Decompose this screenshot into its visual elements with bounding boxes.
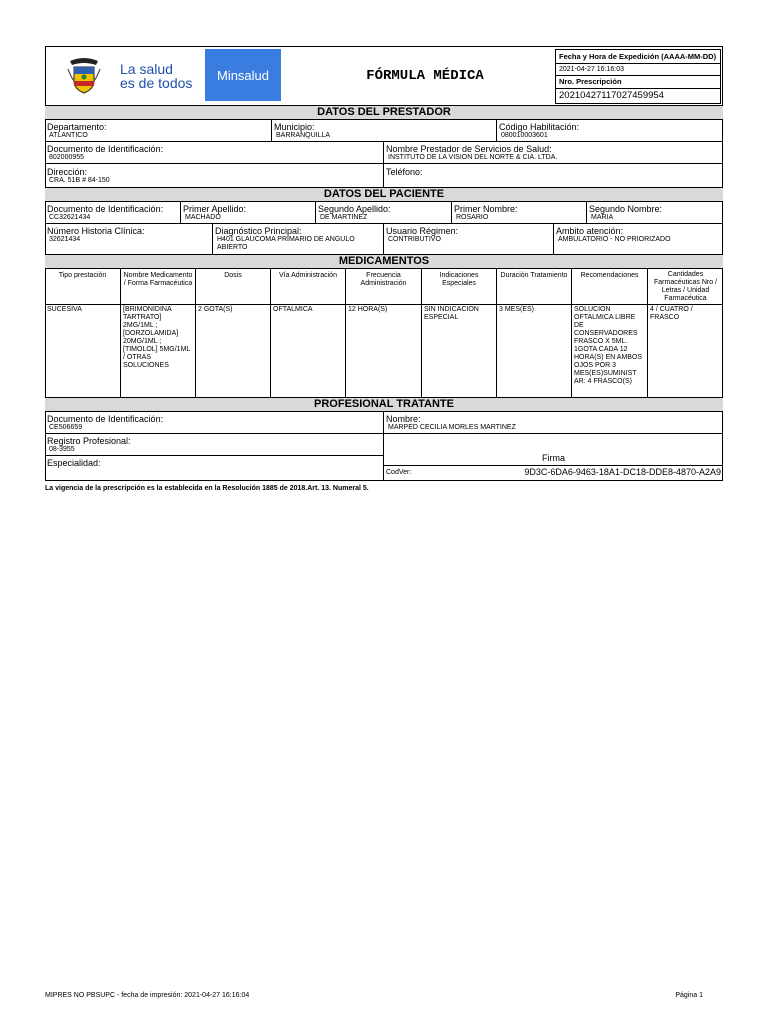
med-row-tipo xyxy=(45,305,121,397)
paciente-diagnostico xyxy=(213,224,384,254)
field-value: CONTRIBUTIVO xyxy=(388,236,441,243)
profesional-documento xyxy=(45,412,384,434)
profesional-registro xyxy=(45,434,384,456)
med-row-frecuencia xyxy=(346,305,422,397)
med-row-duracion xyxy=(497,305,572,397)
nro-prescripcion-label: Nro. Prescripción xyxy=(556,76,720,89)
section-header-prestador: DATOS DEL PRESTADOR xyxy=(45,105,723,120)
section-header-paciente: DATOS DEL PACIENTE xyxy=(45,187,723,202)
med-header-indicaciones xyxy=(422,269,497,305)
med-header-duracion xyxy=(497,269,572,305)
fecha-value: 2021-04-27 16:16:03 xyxy=(556,64,720,76)
med-row-nombre xyxy=(121,305,196,397)
page-number: Página 1 xyxy=(675,992,703,999)
prestador-nombre xyxy=(384,142,723,164)
field-label: Nombre Prestador de Servicios de Salud: xyxy=(386,144,552,154)
table-cell: 4 / CUATRO / FRASCO xyxy=(650,306,693,321)
column-header: Vía Administración xyxy=(279,272,337,279)
field-label: Primer Nombre: xyxy=(454,204,518,214)
column-header: Indicaciones Especiales xyxy=(439,272,479,287)
field-value: MACHADO xyxy=(185,214,221,221)
field-label: Dirección: xyxy=(47,167,88,177)
column-header: Dosis xyxy=(224,272,242,279)
field-label: Segundo Apellido: xyxy=(318,204,391,214)
field-value: DE MARTINEZ xyxy=(320,214,368,221)
med-header-recomendaciones xyxy=(572,269,648,305)
field-value: 802000955 xyxy=(49,154,85,161)
prestador-documento xyxy=(45,142,384,164)
codver-label: CodVer: xyxy=(386,469,412,476)
table-cell: [BRIMONIDINA TARTRATO] 2MG/1ML ; [DORZOLAMIDA] 20MG/1ML ; [TIMOLOL] 5MG/1ML / OTRAS SOLUCIONES xyxy=(123,306,191,369)
logo-left-panel xyxy=(58,49,205,101)
coat-of-arms-icon xyxy=(66,55,102,95)
med-row-dosis xyxy=(196,305,271,397)
field-label: Número Historia Clínica: xyxy=(47,226,145,236)
field-value: BARRANQUILLA xyxy=(276,132,331,139)
profesional-firma xyxy=(384,434,723,466)
fecha-label: Fecha y Hora de Expedición (AAAA-MM-DD) xyxy=(556,50,720,64)
med-header-tipo xyxy=(45,269,121,305)
paciente-historia-clinica xyxy=(45,224,213,254)
profesional-codver xyxy=(384,466,723,480)
field-value: ATLANTICO xyxy=(49,132,88,139)
field-value: MARIA xyxy=(591,214,614,221)
med-header-dosis xyxy=(196,269,271,305)
column-header: Recomendaciones xyxy=(580,272,639,279)
field-label: Segundo Nombre: xyxy=(589,204,663,214)
table-cell: SIN INDICACIÓN ESPECIAL xyxy=(424,306,479,321)
codver-value: 9D3C-6DA6-9463-18A1-DC18-DDE8-4870-A2A9 xyxy=(524,467,721,477)
logo-slogan-line1: La salud xyxy=(120,61,173,77)
table-cell: 3 MES(ES) xyxy=(499,306,535,313)
expedition-box xyxy=(555,49,721,104)
field-label: Primer Apellido: xyxy=(183,204,247,214)
profesional-nombre xyxy=(384,412,723,434)
prestador-direccion xyxy=(45,164,384,187)
column-header: Cantidades Farmacéuticas Nro / Letras / Unidad Farmacéutica xyxy=(653,271,718,302)
med-header-nombre xyxy=(121,269,196,305)
ministry-logo xyxy=(58,49,281,101)
paciente-documento xyxy=(45,202,181,224)
field-value: INSTITUTO DE LA VISION DEL NORTE & CIA. LTDA. xyxy=(388,154,558,161)
field-label: Diagnóstico Principal: xyxy=(215,226,302,236)
field-label: Ambito atención: xyxy=(556,226,624,236)
field-label: Usuario Régimen: xyxy=(386,226,459,236)
paciente-regimen xyxy=(384,224,554,254)
column-header: Nombre Medicamento / Forma Farmacéutica xyxy=(123,272,193,287)
field-label: Especialidad: xyxy=(47,458,101,468)
med-row-indicaciones xyxy=(422,305,497,397)
field-value: H401 GLAUCOMA PRIMARIO DE ANGULO ABIERTO xyxy=(217,236,355,251)
column-header: Frecuencia Administración xyxy=(360,272,407,287)
prestador-telefono xyxy=(384,164,723,187)
field-value: 32621434 xyxy=(49,236,81,243)
section-header-profesional: PROFESIONAL TRATANTE xyxy=(45,397,723,412)
paciente-ambito xyxy=(554,224,723,254)
document-title: FÓRMULA MÉDICA xyxy=(366,68,484,84)
column-header: Duración Tratamiento xyxy=(500,272,568,279)
prestador-departamento xyxy=(45,120,272,142)
profesional-especialidad xyxy=(45,456,384,480)
section-header-medicamentos: MEDICAMENTOS xyxy=(45,254,723,269)
med-header-cantidades xyxy=(648,269,723,305)
table-cell: 2 GOTA(S) xyxy=(198,306,233,313)
med-row-cantidades xyxy=(648,305,723,397)
paciente-primer-nombre xyxy=(452,202,587,224)
field-value: 08-3955 xyxy=(49,446,75,453)
table-cell: SOLUCION OFTALMICA LIBRE DE CONSERVADORES FRASCO X 5ML. 1GOTA CADA 12 HORA(S) EN AMBOS OJOS POR 3 MES(ES)SUMINIST AR: 4 FRASCO(S) xyxy=(574,306,643,385)
paciente-primer-apellido xyxy=(181,202,316,224)
field-value: AMBULATORIO - NO PRIORIZADO xyxy=(558,236,671,243)
nro-prescripcion-value: 20210427117027459954 xyxy=(559,90,664,101)
column-header: Tipo prestación xyxy=(58,272,107,279)
med-header-frecuencia xyxy=(346,269,422,305)
prestador-codigo-habilitacion xyxy=(497,120,723,142)
field-label: Departamento: xyxy=(47,122,107,132)
field-label: Registro Profesional: xyxy=(47,436,131,446)
logo-slogan-line2: es de todos xyxy=(120,75,193,91)
field-value: CE506659 xyxy=(49,424,83,431)
field-label: Documento de Identificación: xyxy=(47,204,164,214)
logo-brand: Minsalud xyxy=(216,68,270,83)
table-cell: 12 HORA(S) xyxy=(348,306,388,313)
field-label: Código Habilitación: xyxy=(499,122,580,132)
field-value: MARPED CECILIA MORLES MARTINEZ xyxy=(388,424,516,431)
table-cell: SUCESIVA xyxy=(47,306,82,313)
field-value: CC32621434 xyxy=(49,214,91,221)
field-label: Municipio: xyxy=(274,122,315,132)
print-info: MIPRES NO PBSUPC - fecha de impresión: 2021-04-27 16:16:04 xyxy=(45,992,250,999)
field-label: Teléfono: xyxy=(386,167,423,177)
vigencia-note: La vigencia de la prescripción es la establecida en la Resolución 1885 de 2018.Art. 13. Numeral 5. xyxy=(45,485,369,492)
field-value: CRA. 51B # 84-150 xyxy=(49,177,110,184)
field-value: 080010003601 xyxy=(501,132,548,139)
field-label: Nombre: xyxy=(386,414,421,424)
paciente-segundo-nombre xyxy=(587,202,723,224)
med-row-recomendaciones xyxy=(572,305,648,397)
table-cell: OFTALMICA xyxy=(273,306,313,313)
field-label: Documento de Identificación: xyxy=(47,144,164,154)
field-value: ROSARIO xyxy=(456,214,489,221)
logo-brand-panel xyxy=(205,49,281,101)
field-label: Documento de Identificación: xyxy=(47,414,164,424)
prestador-municipio xyxy=(272,120,497,142)
firma-label: Firma xyxy=(542,453,565,463)
paciente-segundo-apellido xyxy=(316,202,452,224)
med-row-via xyxy=(271,305,346,397)
med-header-via xyxy=(271,269,346,305)
